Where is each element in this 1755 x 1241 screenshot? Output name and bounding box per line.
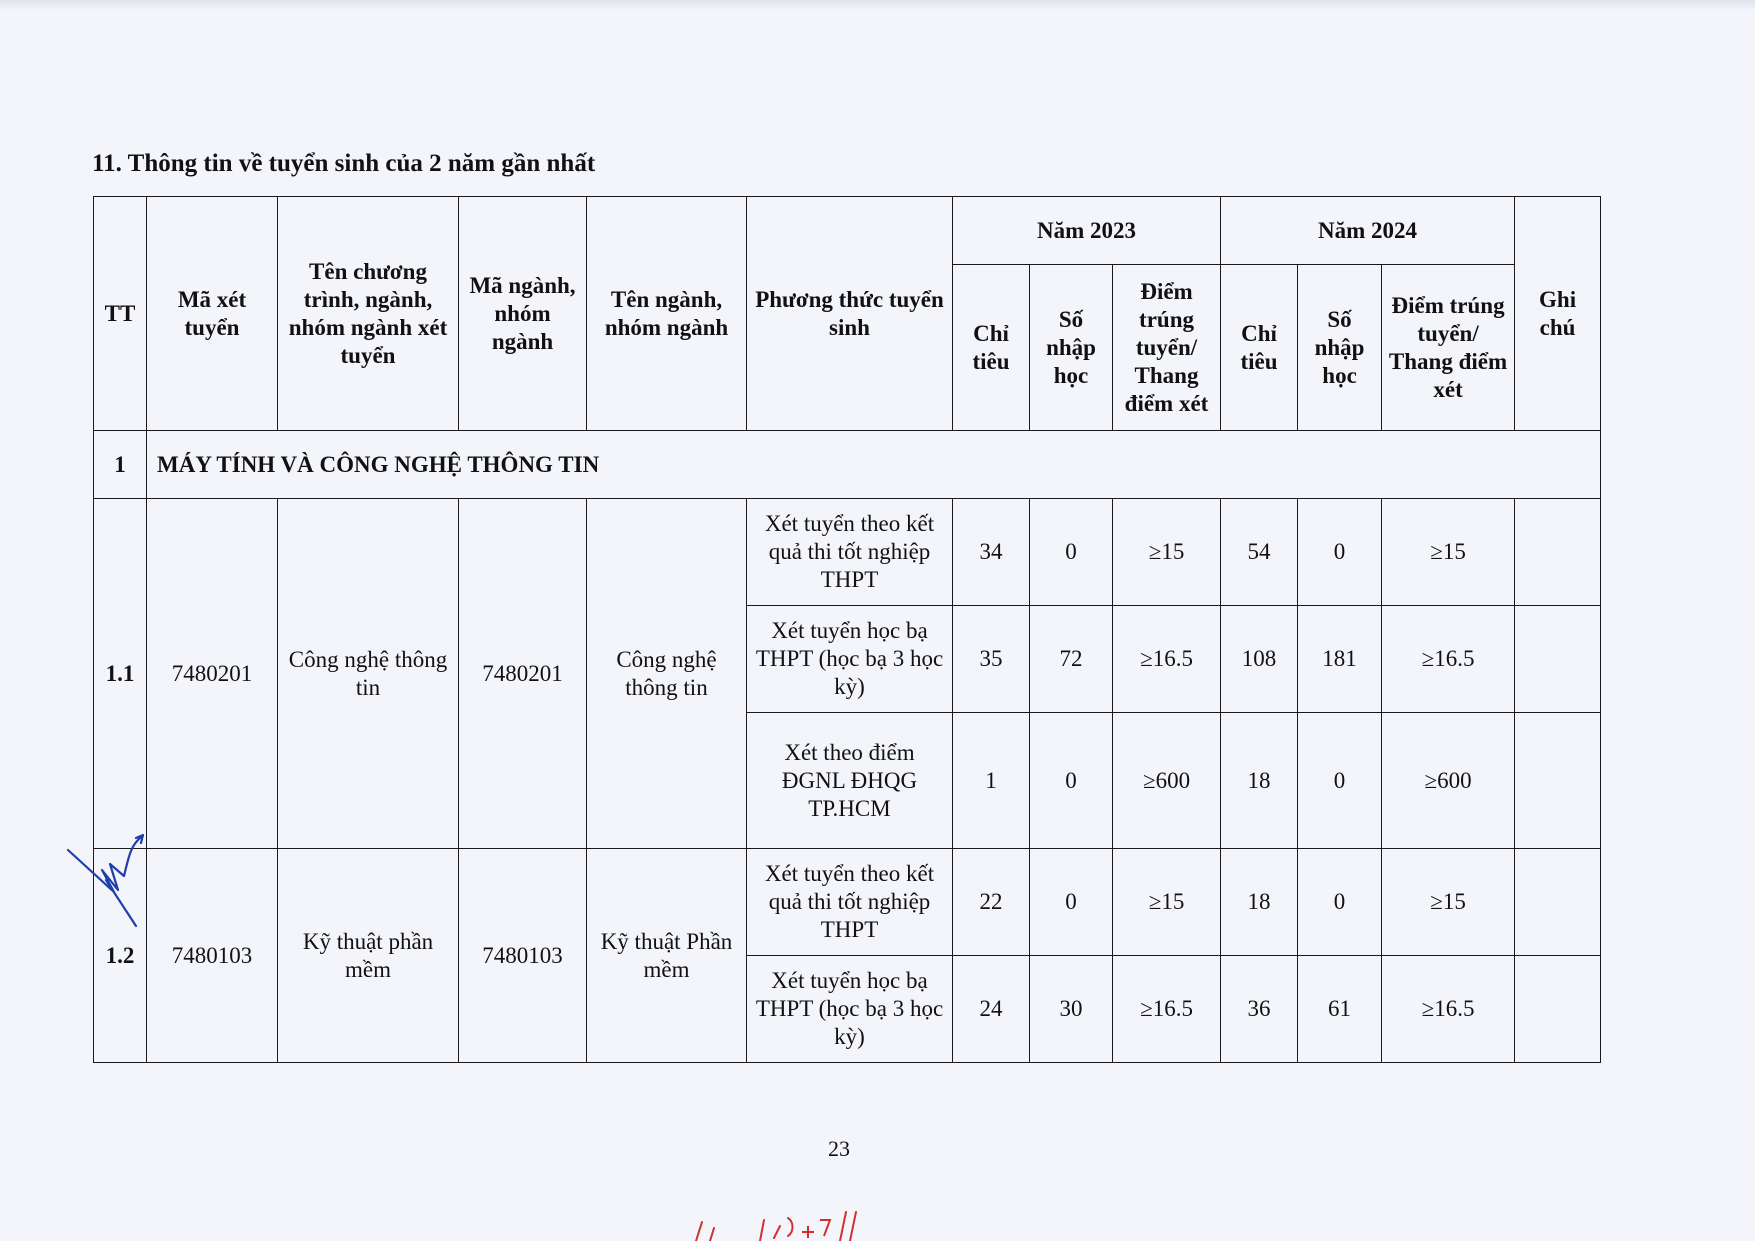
- table-row: [94, 499, 1601, 606]
- header-chi-tieu-2024: Chỉ tiêu: [1221, 265, 1298, 431]
- header-phuong-thuc: Phương thức tuyển sinh: [747, 197, 953, 431]
- program-ma-xet-tuyen: 7480201: [147, 499, 278, 849]
- method-cell: Xét tuyển theo kết quả thi tốt nghiệp THPT: [747, 499, 953, 606]
- section-title: MÁY TÍNH VÀ CÔNG NGHỆ THÔNG TIN: [147, 431, 1601, 499]
- diem-2024-cell: ≥16.5: [1382, 606, 1515, 713]
- header-nam-2024: Năm 2024: [1221, 197, 1515, 265]
- program-ten-nganh: Kỹ thuật Phần mềm: [587, 849, 747, 1063]
- signature-mark: [66, 830, 146, 930]
- diem-2023-cell: ≥600: [1113, 713, 1221, 849]
- program-ma-nganh: 7480103: [459, 849, 587, 1063]
- chi-tieu-2024-cell: 36: [1221, 956, 1298, 1063]
- ghi-chu-cell: [1515, 849, 1601, 956]
- ghi-chu-cell: [1515, 713, 1601, 849]
- header-nam-2023: Năm 2023: [953, 197, 1221, 265]
- diem-2023-cell: ≥15: [1113, 499, 1221, 606]
- so-nhap-hoc-2023-cell: 0: [1030, 499, 1113, 606]
- header-ghi-chu: Ghi chú: [1515, 197, 1601, 431]
- ghi-chu-cell: [1515, 499, 1601, 606]
- so-nhap-hoc-2023-cell: 0: [1030, 713, 1113, 849]
- header-so-nhap-hoc-2024: Số nhập học: [1298, 265, 1382, 431]
- header-ma-nganh: Mã ngành, nhóm ngành: [459, 197, 587, 431]
- method-cell: Xét theo điểm ĐGNL ĐHQG TP.HCM: [747, 713, 953, 849]
- so-nhap-hoc-2024-cell: 0: [1298, 849, 1382, 956]
- diem-2024-cell: ≥15: [1382, 849, 1515, 956]
- admission-table: [93, 196, 1601, 1063]
- program-ten-chuong-trinh: Công nghệ thông tin: [278, 499, 459, 849]
- method-cell: Xét tuyển học bạ THPT (học bạ 3 học kỳ): [747, 606, 953, 713]
- diem-2024-cell: ≥600: [1382, 713, 1515, 849]
- program-tt: 1.2: [94, 849, 147, 1063]
- diem-2023-cell: ≥16.5: [1113, 956, 1221, 1063]
- chi-tieu-2023-cell: 35: [953, 606, 1030, 713]
- ghi-chu-cell: [1515, 606, 1601, 713]
- stamp-fragment: [690, 1208, 920, 1241]
- method-cell: Xét tuyển học bạ THPT (học bạ 3 học kỳ): [747, 956, 953, 1063]
- so-nhap-hoc-2024-cell: 0: [1298, 499, 1382, 606]
- header-ten-chuong-trinh: Tên chương trình, ngành, nhóm ngành xét tuyển: [278, 197, 459, 431]
- section-tt: 1: [94, 431, 147, 499]
- scan-edge: [0, 0, 1755, 10]
- chi-tieu-2024-cell: 108: [1221, 606, 1298, 713]
- so-nhap-hoc-2023-cell: 0: [1030, 849, 1113, 956]
- diem-2023-cell: ≥15: [1113, 849, 1221, 956]
- chi-tieu-2024-cell: 18: [1221, 849, 1298, 956]
- program-ten-nganh: Công nghệ thông tin: [587, 499, 747, 849]
- ghi-chu-cell: [1515, 956, 1601, 1063]
- program-ma-xet-tuyen: 7480103: [147, 849, 278, 1063]
- chi-tieu-2024-cell: 18: [1221, 713, 1298, 849]
- chi-tieu-2023-cell: 1: [953, 713, 1030, 849]
- program-tt: 1.1: [94, 499, 147, 849]
- header-diem-2023: Điểm trúng tuyển/ Thang điểm xét: [1113, 265, 1221, 431]
- so-nhap-hoc-2024-cell: 0: [1298, 713, 1382, 849]
- table-row: [94, 849, 1601, 956]
- chi-tieu-2023-cell: 22: [953, 849, 1030, 956]
- diem-2024-cell: ≥16.5: [1382, 956, 1515, 1063]
- section-heading: 11. Thông tin về tuyển sinh của 2 năm gần nhất: [92, 150, 596, 177]
- method-cell: Xét tuyển theo kết quả thi tốt nghiệp THPT: [747, 849, 953, 956]
- so-nhap-hoc-2023-cell: 30: [1030, 956, 1113, 1063]
- header-ma-xet-tuyen: Mã xét tuyển: [147, 197, 278, 431]
- header-diem-2024: Điểm trúng tuyển/ Thang điểm xét: [1382, 265, 1515, 431]
- header-tt: TT: [94, 197, 147, 431]
- diem-2023-cell: ≥16.5: [1113, 606, 1221, 713]
- so-nhap-hoc-2024-cell: 181: [1298, 606, 1382, 713]
- chi-tieu-2024-cell: 54: [1221, 499, 1298, 606]
- chi-tieu-2023-cell: 34: [953, 499, 1030, 606]
- diem-2024-cell: ≥15: [1382, 499, 1515, 606]
- header-chi-tieu-2023: Chỉ tiêu: [953, 265, 1030, 431]
- section-row: [94, 431, 1601, 499]
- so-nhap-hoc-2023-cell: 72: [1030, 606, 1113, 713]
- header-so-nhap-hoc-2023: Số nhập học: [1030, 265, 1113, 431]
- header-row-1: [94, 197, 1601, 265]
- page-number: 23: [828, 1136, 850, 1161]
- header-ten-nganh: Tên ngành, nhóm ngành: [587, 197, 747, 431]
- so-nhap-hoc-2024-cell: 61: [1298, 956, 1382, 1063]
- chi-tieu-2023-cell: 24: [953, 956, 1030, 1063]
- program-ma-nganh: 7480201: [459, 499, 587, 849]
- program-ten-chuong-trinh: Kỹ thuật phần mềm: [278, 849, 459, 1063]
